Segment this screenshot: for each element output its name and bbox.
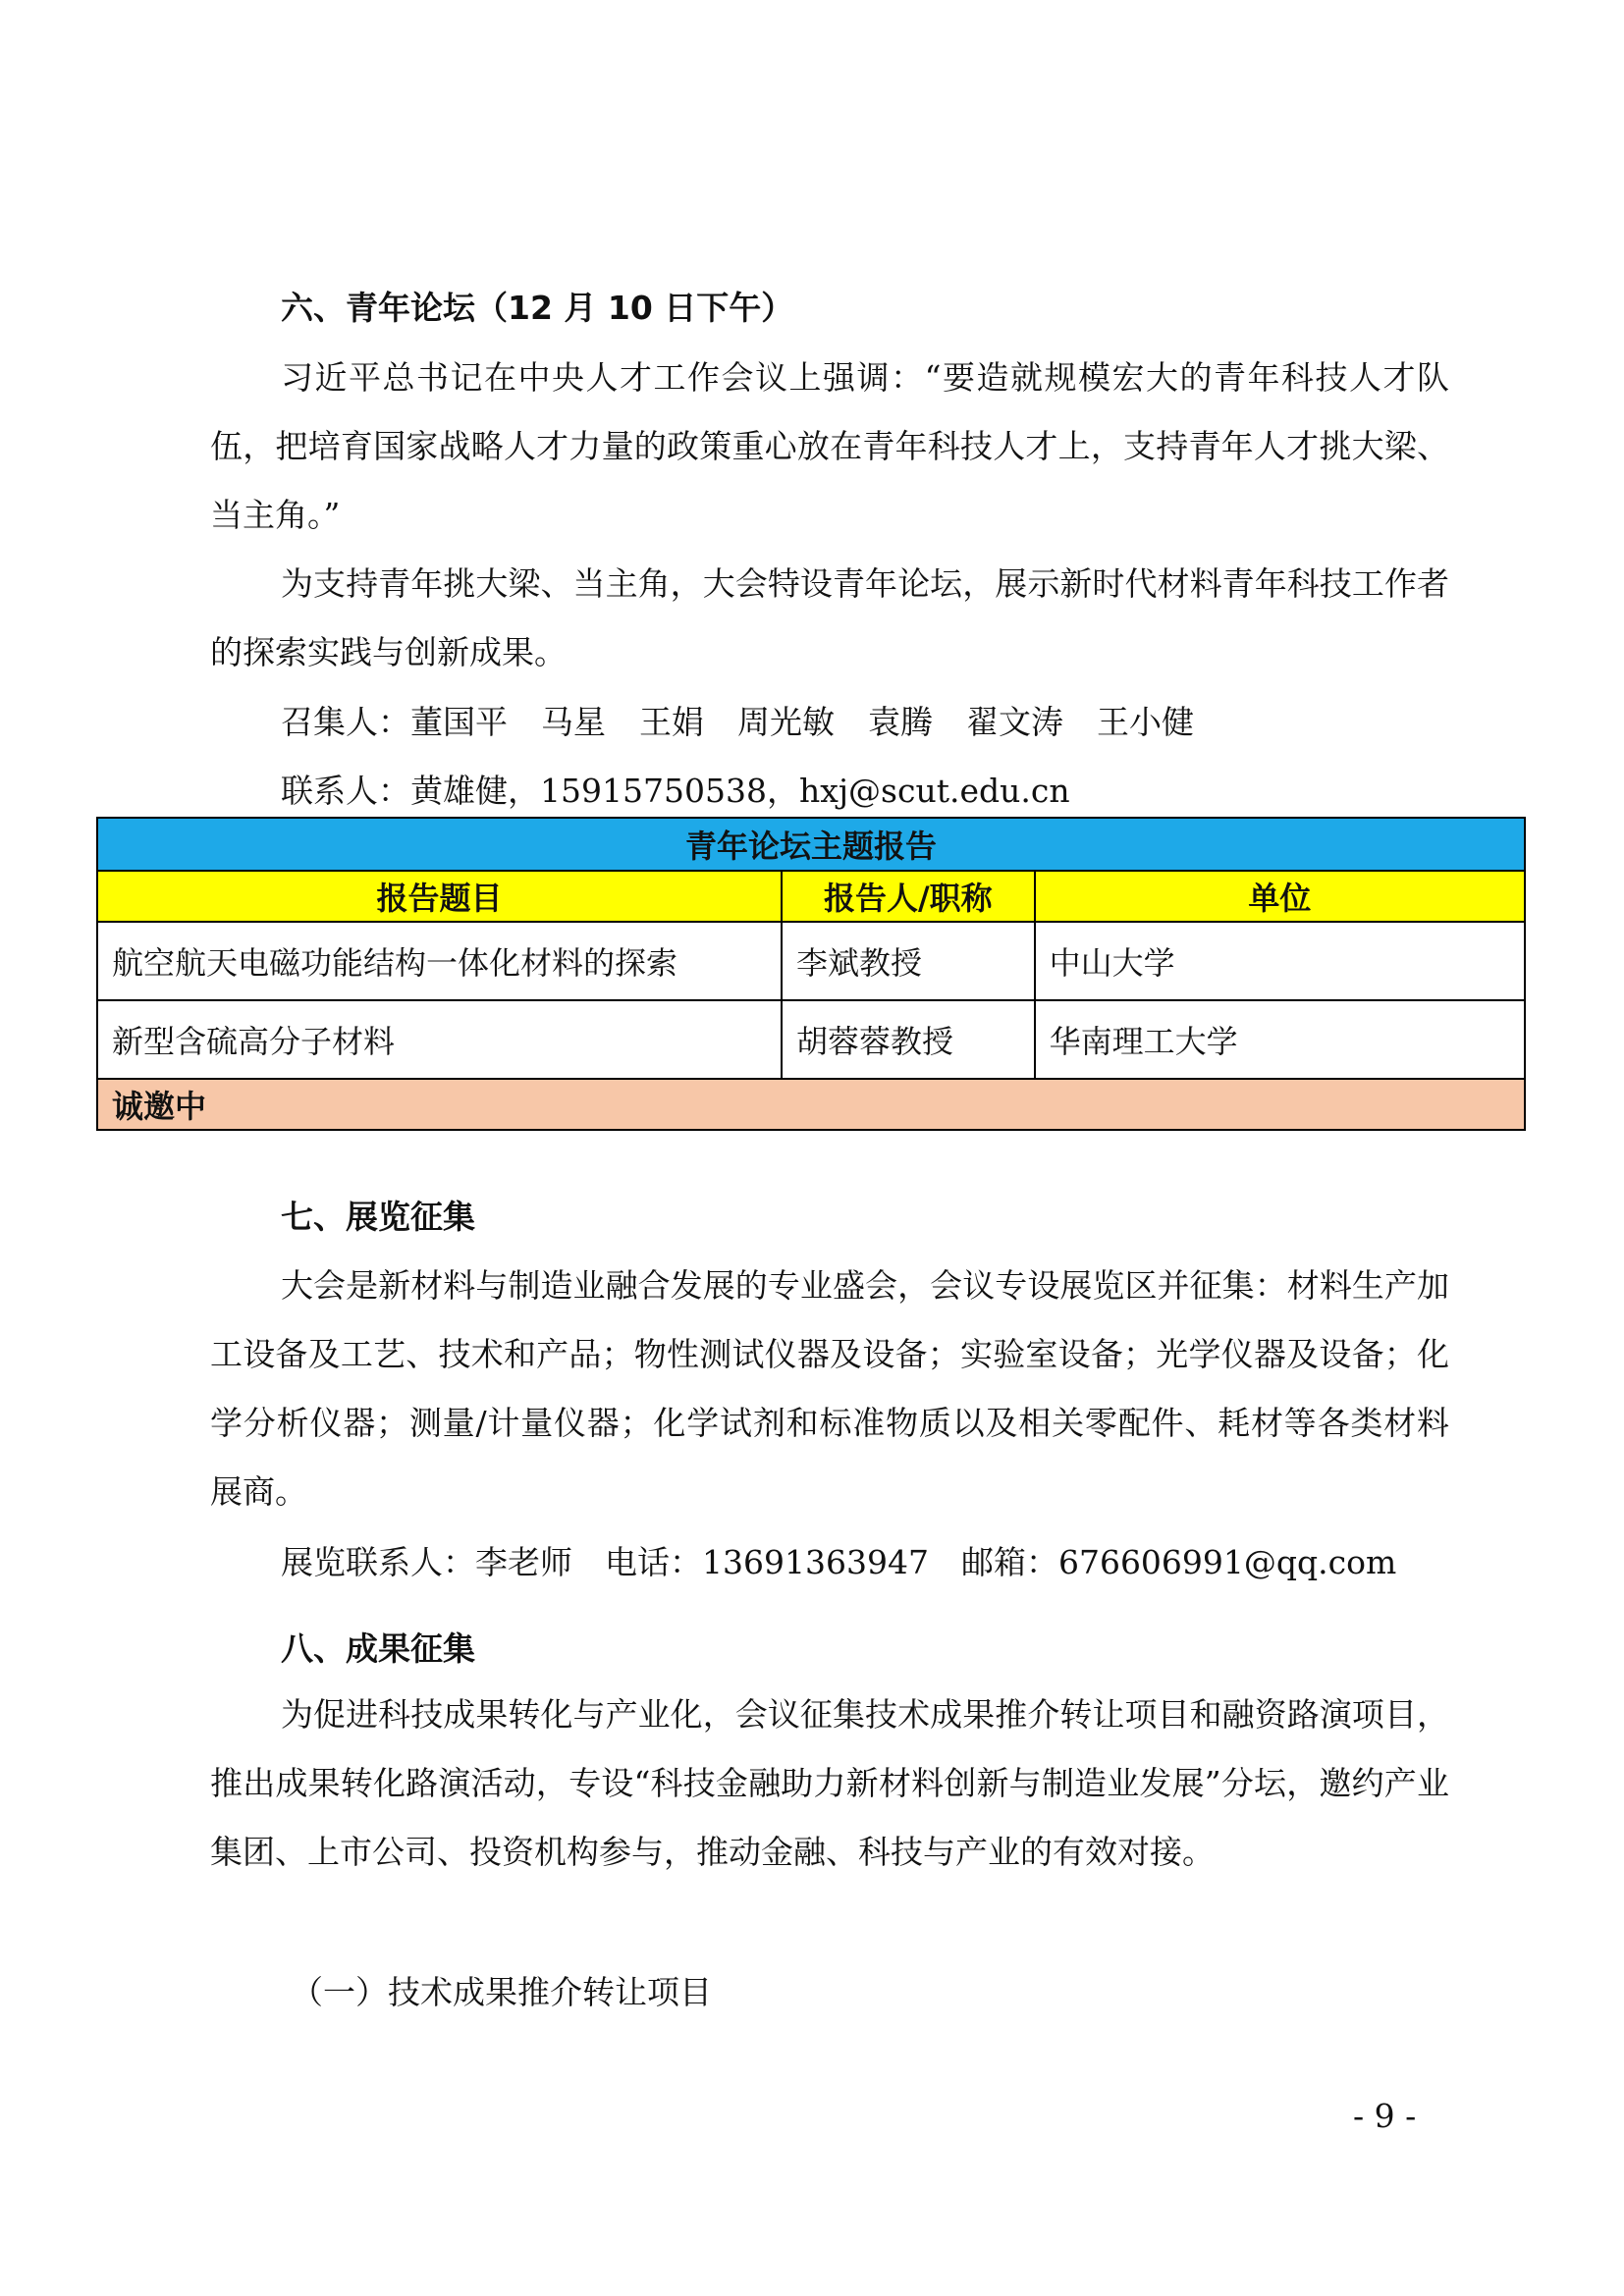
cell-topic: 航空航天电磁功能结构一体化材料的探索 [97, 922, 782, 1000]
section-heading-exhibition: 七、展览征集 [281, 1198, 475, 1236]
exhibition-contact-line: 展览联系人：李老师 电话：13691363947 邮箱：676606991@qq.com [281, 1543, 1397, 1581]
paragraph-achievements: 为促进科技成果转化与产业化，会议征集技术成果推介转让项目和融资路演项目，推出成果转化路演活动，专设“科技金融助力新材料创新与制造业发展”分坛，邀约产业集团、上市公司、投资机构参与，推动金融、科技与产业的有效对接。 [210, 1695, 1449, 1871]
contact-line: 联系人：黄雄健，15915750538，hxj@scut.edu.cn [281, 772, 1070, 810]
convener-name: 马星 [541, 703, 606, 741]
cell-affiliation: 中山大学 [1035, 922, 1525, 1000]
cell-speaker: 李斌教授 [782, 922, 1035, 1000]
column-header-speaker: 报告人/职称 [782, 871, 1035, 922]
column-header-topic: 报告题目 [97, 871, 782, 922]
section-heading-youth-forum: 六、青年论坛（12 月 10 日下午） [281, 289, 794, 327]
subheading-tech-transfer: （一）技术成果推介转让项目 [291, 1973, 712, 2011]
convener-name: 王娟 [639, 703, 704, 741]
convener-name: 董国平 [410, 703, 508, 741]
table-title-row [97, 818, 1525, 871]
convener-name: 翟文涛 [966, 703, 1063, 741]
column-header-affiliation: 单位 [1035, 871, 1525, 922]
page-number: - 9 - [1353, 2097, 1417, 2135]
paragraph-exhibition: 大会是新材料与制造业融合发展的专业盛会，会议专设展览区并征集：材料生产加工设备及工艺、技术和产品；物性测试仪器及设备；实验室设备；光学仪器及设备；化学分析仪器；测量/计量仪器；化学试剂和标准物质以及相关零配件、耗材等各类材料展商。 [210, 1266, 1449, 1511]
table-title: 青年论坛主题报告 [97, 818, 1525, 871]
table-footer-row [97, 1079, 1525, 1130]
convener-name: 周光敏 [737, 703, 835, 741]
youth-forum-report-table [96, 817, 1526, 1131]
cell-speaker: 胡蓉蓉教授 [782, 1000, 1035, 1079]
conveners-line [281, 703, 1227, 742]
conveners-label: 召集人： [281, 703, 410, 741]
paragraph-youth-forum-intro: 为支持青年挑大梁、当主角，大会特设青年论坛，展示新时代材料青年科技工作者的探索实践与创新成果。 [210, 564, 1449, 671]
table-footer: 诚邀中 [97, 1079, 1525, 1130]
table-row [97, 1000, 1525, 1079]
table-header-row [97, 871, 1525, 922]
section-heading-achievements: 八、成果征集 [281, 1629, 475, 1668]
table-row [97, 922, 1525, 1000]
convener-name: 袁腾 [868, 703, 933, 741]
cell-affiliation: 华南理工大学 [1035, 1000, 1525, 1079]
cell-topic: 新型含硫高分子材料 [97, 1000, 782, 1079]
convener-name: 王小健 [1097, 703, 1194, 741]
paragraph-quote: 习近平总书记在中央人才工作会议上强调：“要造就规模宏大的青年科技人才队伍，把培育国家战略人才力量的政策重心放在青年科技人才上，支持青年人才挑大梁、当主角。” [210, 358, 1449, 534]
